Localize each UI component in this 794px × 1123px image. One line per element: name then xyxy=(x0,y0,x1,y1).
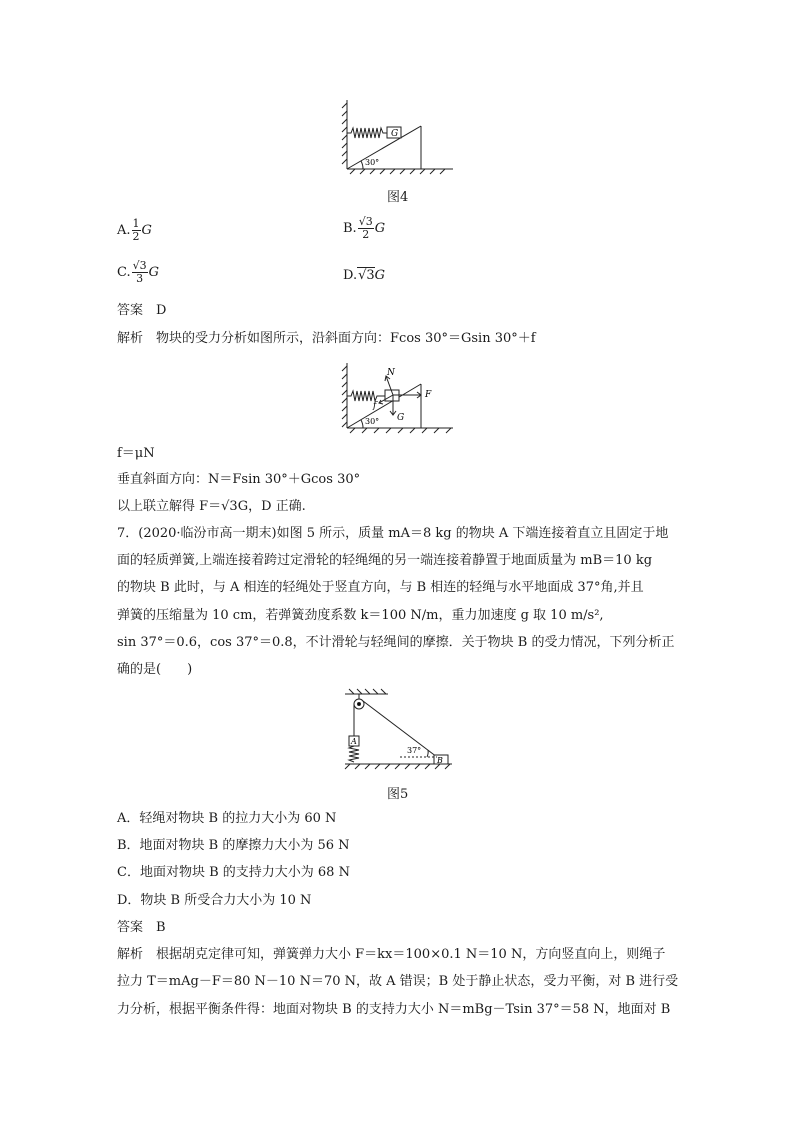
q7-stem-line-5: sin 37°＝0.6，cos 37°＝0.8，不计滑轮与轻绳间的摩擦．关于物块 B 的受力情况，下列分析正 xyxy=(117,635,675,650)
q6-option-b-num: √3 xyxy=(358,215,373,228)
q6-option-a-prefix: A. xyxy=(117,223,131,238)
q7-option-b[interactable]: B．地面对物块 B 的摩擦力大小为 56 N xyxy=(117,838,350,853)
q6-analysis-line-4: 以上联立解得 F＝√3G，D 正确. xyxy=(117,499,306,514)
q6-option-a-suffix: G xyxy=(141,223,152,238)
figure-4-angle-label: 30° xyxy=(365,158,380,167)
q6-analysis-text-1: 物块的受力分析如图所示，沿斜面方向：Fcos 30°＝Gsin 30°＋f xyxy=(156,331,536,346)
q6-option-a-den: 2 xyxy=(132,230,140,243)
q6-option-a-num: 1 xyxy=(132,217,140,230)
q7-stem-line-1: 7．(2020·临汾市高一期末)如图 5 所示，质量 mA＝8 kg 的物块 A 下端连接着直立且固定于地 xyxy=(117,526,669,541)
q7-option-a[interactable]: A．轻绳对物块 B 的拉力大小为 60 N xyxy=(117,811,337,826)
q6-analysis-label: 解析 xyxy=(117,331,144,346)
q6-analysis-line-3: 垂直斜面方向：N＝Fsin 30°＋Gcos 30° xyxy=(117,472,361,487)
q6-option-c-den: 3 xyxy=(136,272,144,285)
force-n-label: N xyxy=(387,368,395,378)
q7-analysis-label: 解析 xyxy=(117,947,144,962)
q6-option-d-root: √3 xyxy=(358,268,375,283)
q6-option-d-suffix: G xyxy=(374,268,386,283)
q6-option-c-suffix: G xyxy=(148,265,160,280)
q7-option-c[interactable]: C．地面对物块 B 的支持力大小为 68 N xyxy=(117,865,350,880)
q6-option-c-num: √3 xyxy=(132,259,147,272)
force-angle-label: 30° xyxy=(365,417,380,426)
q7-answer-label: 答案 xyxy=(117,920,144,935)
force-friction-label: f xyxy=(373,401,377,411)
q6-answer xyxy=(117,302,166,320)
q6-analysis-line-1 xyxy=(117,330,536,348)
q7-analysis-line-3: 力分析，根据平衡条件得：地面对物块 B 的支持力大小 N＝mBg－Tsin 37°＝58 N，地面对 B xyxy=(117,1002,671,1017)
figure-4-block-label: G xyxy=(391,129,399,139)
force-g-label: G xyxy=(397,413,405,423)
q6-option-b-den: 2 xyxy=(362,228,370,241)
figure-5-caption: 图5 xyxy=(387,787,409,802)
q6-option-c-prefix: C. xyxy=(117,265,131,280)
q6-option-d-prefix: D. xyxy=(343,268,358,283)
q6-option-b-suffix: G xyxy=(374,221,386,236)
q6-option-d[interactable] xyxy=(343,268,385,283)
q7-stem-line-6: 确的是( ) xyxy=(117,662,193,677)
force-analysis-diagram xyxy=(335,360,460,434)
figure-4-diagram xyxy=(335,95,460,177)
figure-5-diagram xyxy=(340,688,455,772)
q7-analysis-line-2: 拉力 T＝mAg－F＝80 N－10 N＝70 N，故 A 错误；B 处于静止状态，受力平衡，对 B 进行受 xyxy=(117,974,679,989)
q6-analysis-line-2: f＝μN xyxy=(117,446,155,461)
force-f-label: F xyxy=(425,390,432,400)
q7-stem-line-3: 的物块 B 此时，与 A 相连的轻绳处于竖直方向，与 B 相连的轻绳与水平地面成 37°角,并且 xyxy=(117,580,644,595)
q6-answer-value: D xyxy=(156,303,167,318)
q7-analysis-text-1: 根据胡克定律可知，弹簧弹力大小 F＝kx＝100×0.1 N＝10 N，方向竖直向上，则绳子 xyxy=(156,947,666,962)
q6-option-b[interactable] xyxy=(343,216,385,241)
q7-stem-line-2: 面的轻质弹簧,上端连接着跨过定滑轮的轻绳绳的另一端连接着静置于地面质量为 mB＝10 kg xyxy=(117,553,653,568)
figure-5-a-label: A xyxy=(351,737,357,746)
q6-option-b-prefix: B. xyxy=(343,221,357,236)
q7-answer-value: B xyxy=(156,920,166,935)
q6-answer-label: 答案 xyxy=(117,303,144,318)
q7-analysis-line-1 xyxy=(117,946,665,964)
figure-5-angle-label: 37° xyxy=(407,746,422,755)
q6-option-c[interactable] xyxy=(117,260,159,285)
q7-stem-line-4: 弹簧的压缩量为 10 cm，若弹簧劲度系数 k＝100 N/m，重力加速度 g 取 10 m/s², xyxy=(117,608,604,623)
q7-answer xyxy=(117,919,166,937)
figure-5-b-label: B xyxy=(437,756,443,765)
q7-option-d[interactable]: D．物块 B 所受合力大小为 10 N xyxy=(117,893,312,908)
q6-option-a[interactable] xyxy=(117,218,152,243)
figure-4-caption: 图4 xyxy=(387,190,409,205)
